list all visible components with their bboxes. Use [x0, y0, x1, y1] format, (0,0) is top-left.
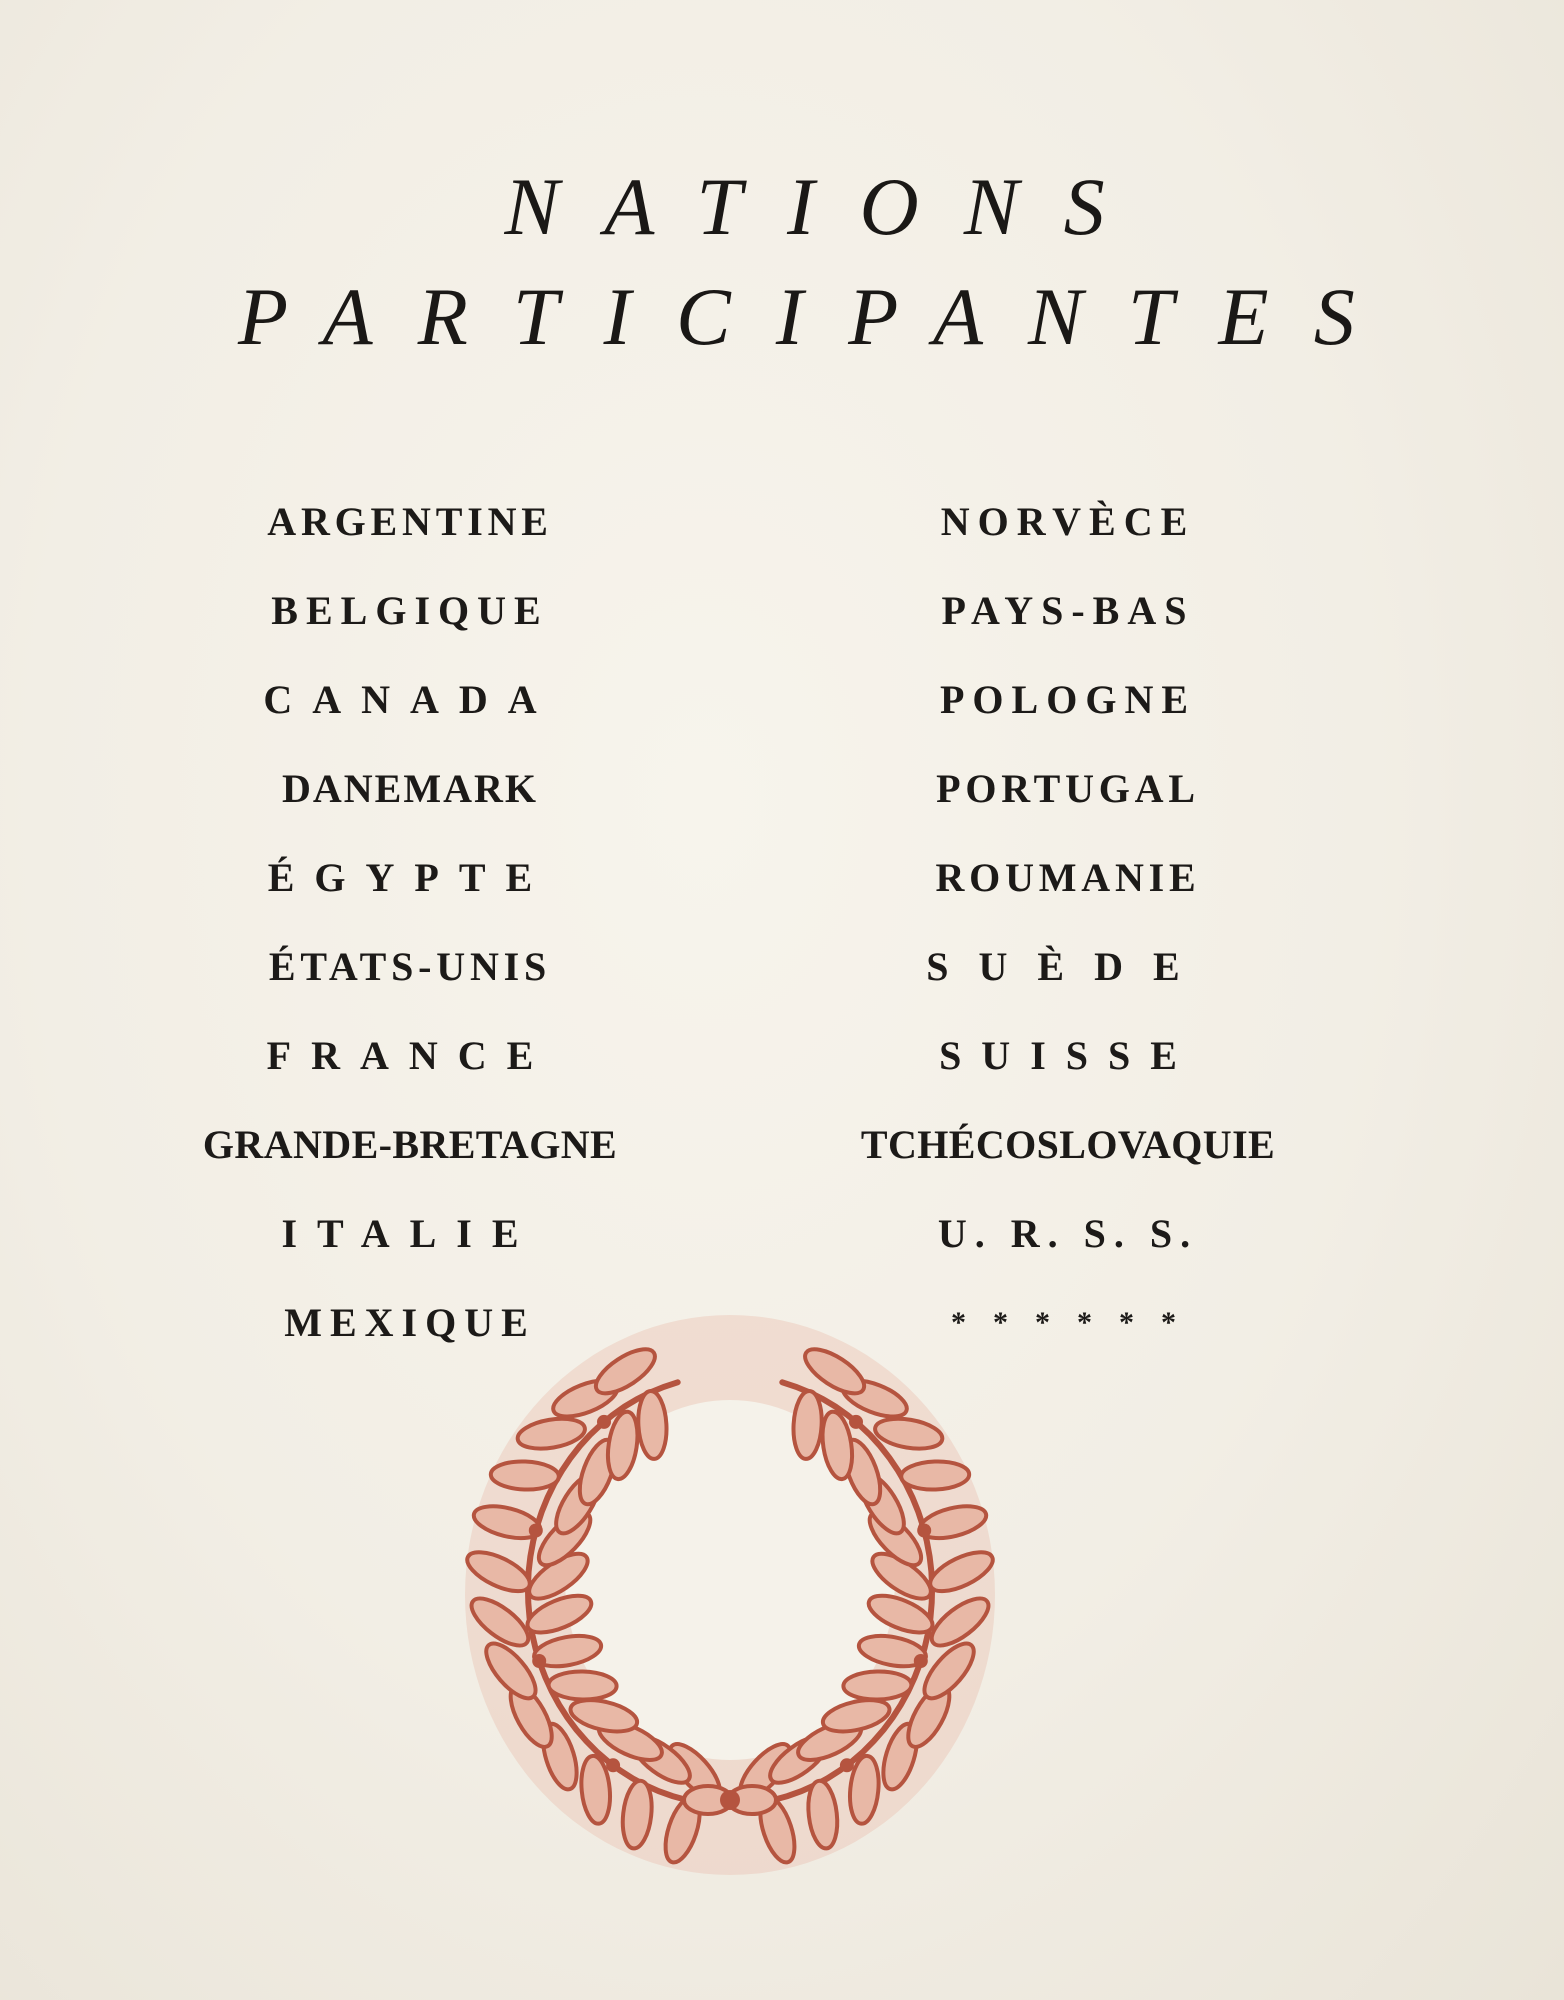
nation-item: ARGENTINE — [267, 499, 553, 544]
nations-list-left — [150, 490, 670, 1380]
page-title-line-2: PARTICIPANTES — [237, 271, 1400, 362]
nation-item: DANEMARK — [282, 766, 538, 811]
wreath-berry — [606, 1758, 620, 1772]
wreath-leaf — [843, 1671, 912, 1700]
nation-item: ÉTATS-UNIS — [268, 944, 552, 989]
nation-item: NORVÈCE — [940, 499, 1196, 544]
nations-list-right — [808, 490, 1328, 1380]
nation-item: TCHÉCOSLOVAQUIE — [860, 1122, 1276, 1167]
laurel-wreath-icon — [420, 1300, 1040, 1900]
page-title-line-1: NATIONS — [504, 161, 1150, 252]
wreath-knot — [720, 1790, 740, 1810]
wreath-berry — [529, 1524, 543, 1538]
wreath-leaf — [490, 1460, 559, 1490]
wreath-berry — [914, 1654, 928, 1668]
wreath-leaf — [901, 1460, 970, 1490]
nation-item: MEXIQUE — [284, 1300, 536, 1345]
stars-ornament: ****** — [951, 1306, 1203, 1339]
wreath-berry — [917, 1524, 931, 1538]
nation-item: FRANCE — [266, 1033, 554, 1078]
nation-item: PAYS-BAS — [941, 588, 1195, 633]
nation-item: CANADA — [263, 677, 557, 722]
nation-item: ÉGYPTE — [267, 855, 553, 900]
nation-item: ITALIE — [281, 1211, 539, 1256]
nation-item: SUISSE — [939, 1033, 1197, 1078]
wreath-berry — [532, 1654, 546, 1668]
wreath-berry — [597, 1415, 611, 1429]
wreath-berry — [840, 1758, 854, 1772]
wreath-leaf — [548, 1671, 617, 1700]
wreath-berry — [849, 1415, 863, 1429]
nation-item: PORTUGAL — [936, 766, 1200, 811]
nation-item: U. R. S. S. — [937, 1211, 1199, 1256]
nation-item: SUÈDE — [926, 944, 1210, 989]
nation-item: POLOGNE — [939, 677, 1197, 722]
nation-item: ROUMANIE — [935, 855, 1201, 900]
nation-item: GRANDE-BRETAGNE — [202, 1122, 618, 1167]
nation-item: BELGIQUE — [271, 588, 549, 633]
